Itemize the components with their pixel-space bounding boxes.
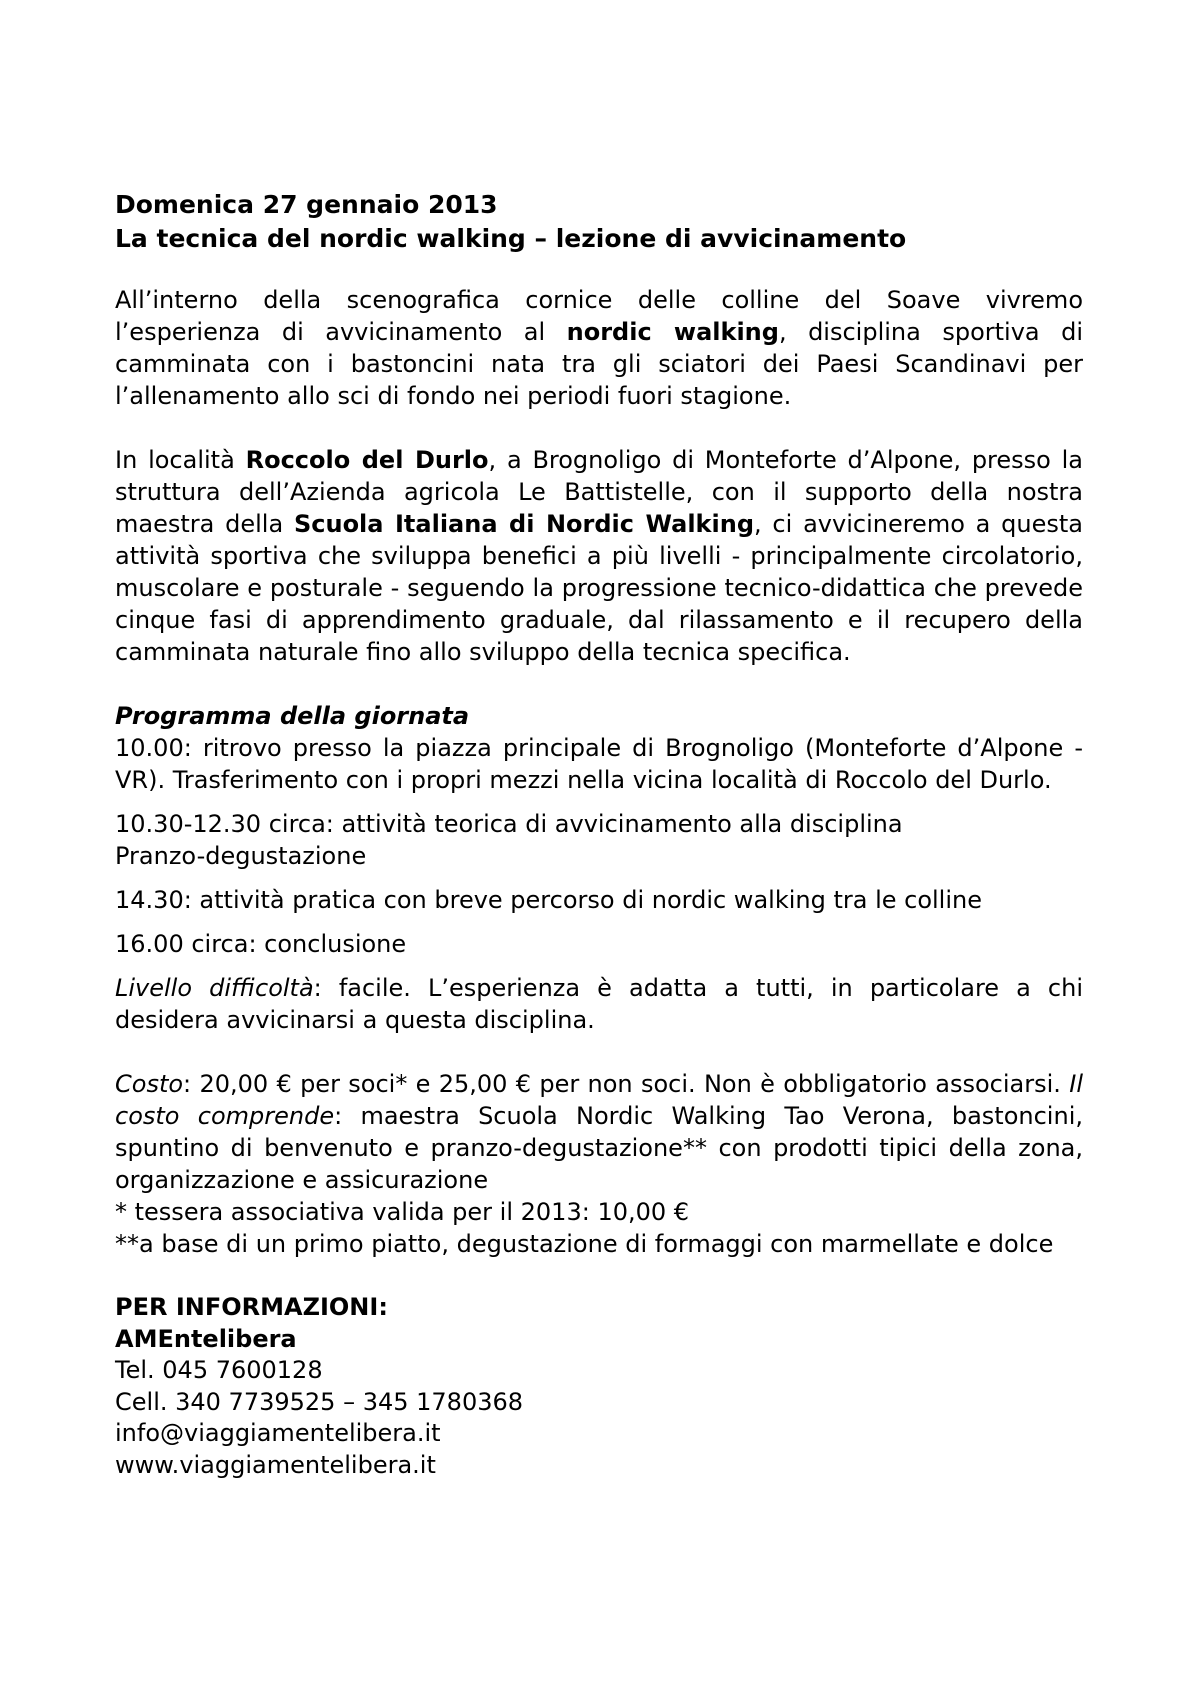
cost-note-2: **a base di un primo piatto, degustazione di formaggi con marmellate e dolce: [115, 1230, 1054, 1258]
cost-paragraph: Costo: 20,00 € per soci* e 25,00 € per non soci. Non è obbligatorio associarsi. Il costo comprende: maestra Scuola Nordic Walking Tao Verona, bastoncini, spuntino di benvenuto e pranzo-degustazione** con prodotti tipici della zona, organizzazione e assicurazione: [115, 1070, 1083, 1194]
bold-location: Roccolo del Durlo: [245, 446, 489, 474]
program-item-3: 14.30: attività pratica con breve percorso di nordic walking tra le colline: [115, 886, 982, 914]
contact-cell: Cell. 340 7739525 – 345 1780368: [115, 1387, 524, 1416]
program-item-4: 16.00 circa: conclusione: [115, 930, 407, 958]
location-paragraph: In località Roccolo del Durlo, a Brognoligo di Monteforte d’Alpone, presso la struttura dell’Azienda agricola Le Battistelle, con il supporto della nostra maestra della Scuola Italiana di Nordic Walking, ci avvicineremo a questa attività sportiva che sviluppa benefici a più livelli - principalmente circolatorio, muscolare e posturale - seguendo la progressione tecnico-didattica che prevede cinque fasi di apprendimento graduale, dal rilassamento e il recupero della camminata naturale fino allo sviluppo della tecnica specifica.: [115, 446, 1084, 666]
event-date: Domenica 27 gennaio 2013: [115, 190, 498, 219]
program-item-2b: Pranzo-degustazione: [115, 842, 367, 870]
contact-org: AMEntelibera: [115, 1324, 297, 1353]
contact-heading: PER INFORMAZIONI:: [115, 1293, 388, 1321]
contact-email: info@viaggiamentelibera.it: [115, 1419, 441, 1447]
document-page: [115, 188, 1083, 1481]
program-item-1: 10.00: ritrovo presso la piazza principale di Brognoligo (Monteforte d’Alpone - VR). Trasferimento con i propri mezzi nella vicina località di Roccolo del Durlo.: [115, 734, 1083, 794]
cost-note-1: * tessera associativa valida per il 2013: 10,00 €: [115, 1198, 690, 1226]
program-heading: Programma della giornata: [115, 702, 470, 730]
difficulty-level: Livello difficoltà: facile. L’esperienza è adatta a tutti, in particolare a chi desidera avvicinarsi a questa disciplina.: [115, 974, 1083, 1034]
event-title: La tecnica del nordic walking – lezione di avvicinamento: [115, 224, 907, 253]
contact-website: www.viaggiamentelibera.it: [115, 1450, 436, 1479]
bold-school: Scuola Italiana di Nordic Walking: [293, 510, 755, 538]
bold-nordic-walking: nordic walking: [566, 318, 779, 346]
program-item-2: 10.30-12.30 circa: attività teorica di avvicinamento alla disciplina: [115, 810, 903, 838]
intro-paragraph: All’interno della scenografica cornice delle colline del Soave vivremo l’esperienza di avvicinamento al nordic walking, disciplina sportiva di camminata con i bastoncini nata tra gli sciatori dei Paesi Scandinavi per l’allenamento allo sci di fondo nei periodi fuori stagione.: [115, 286, 1083, 410]
contact-block: [115, 1292, 1083, 1481]
contact-tel: Tel. 045 7600128: [115, 1356, 323, 1384]
